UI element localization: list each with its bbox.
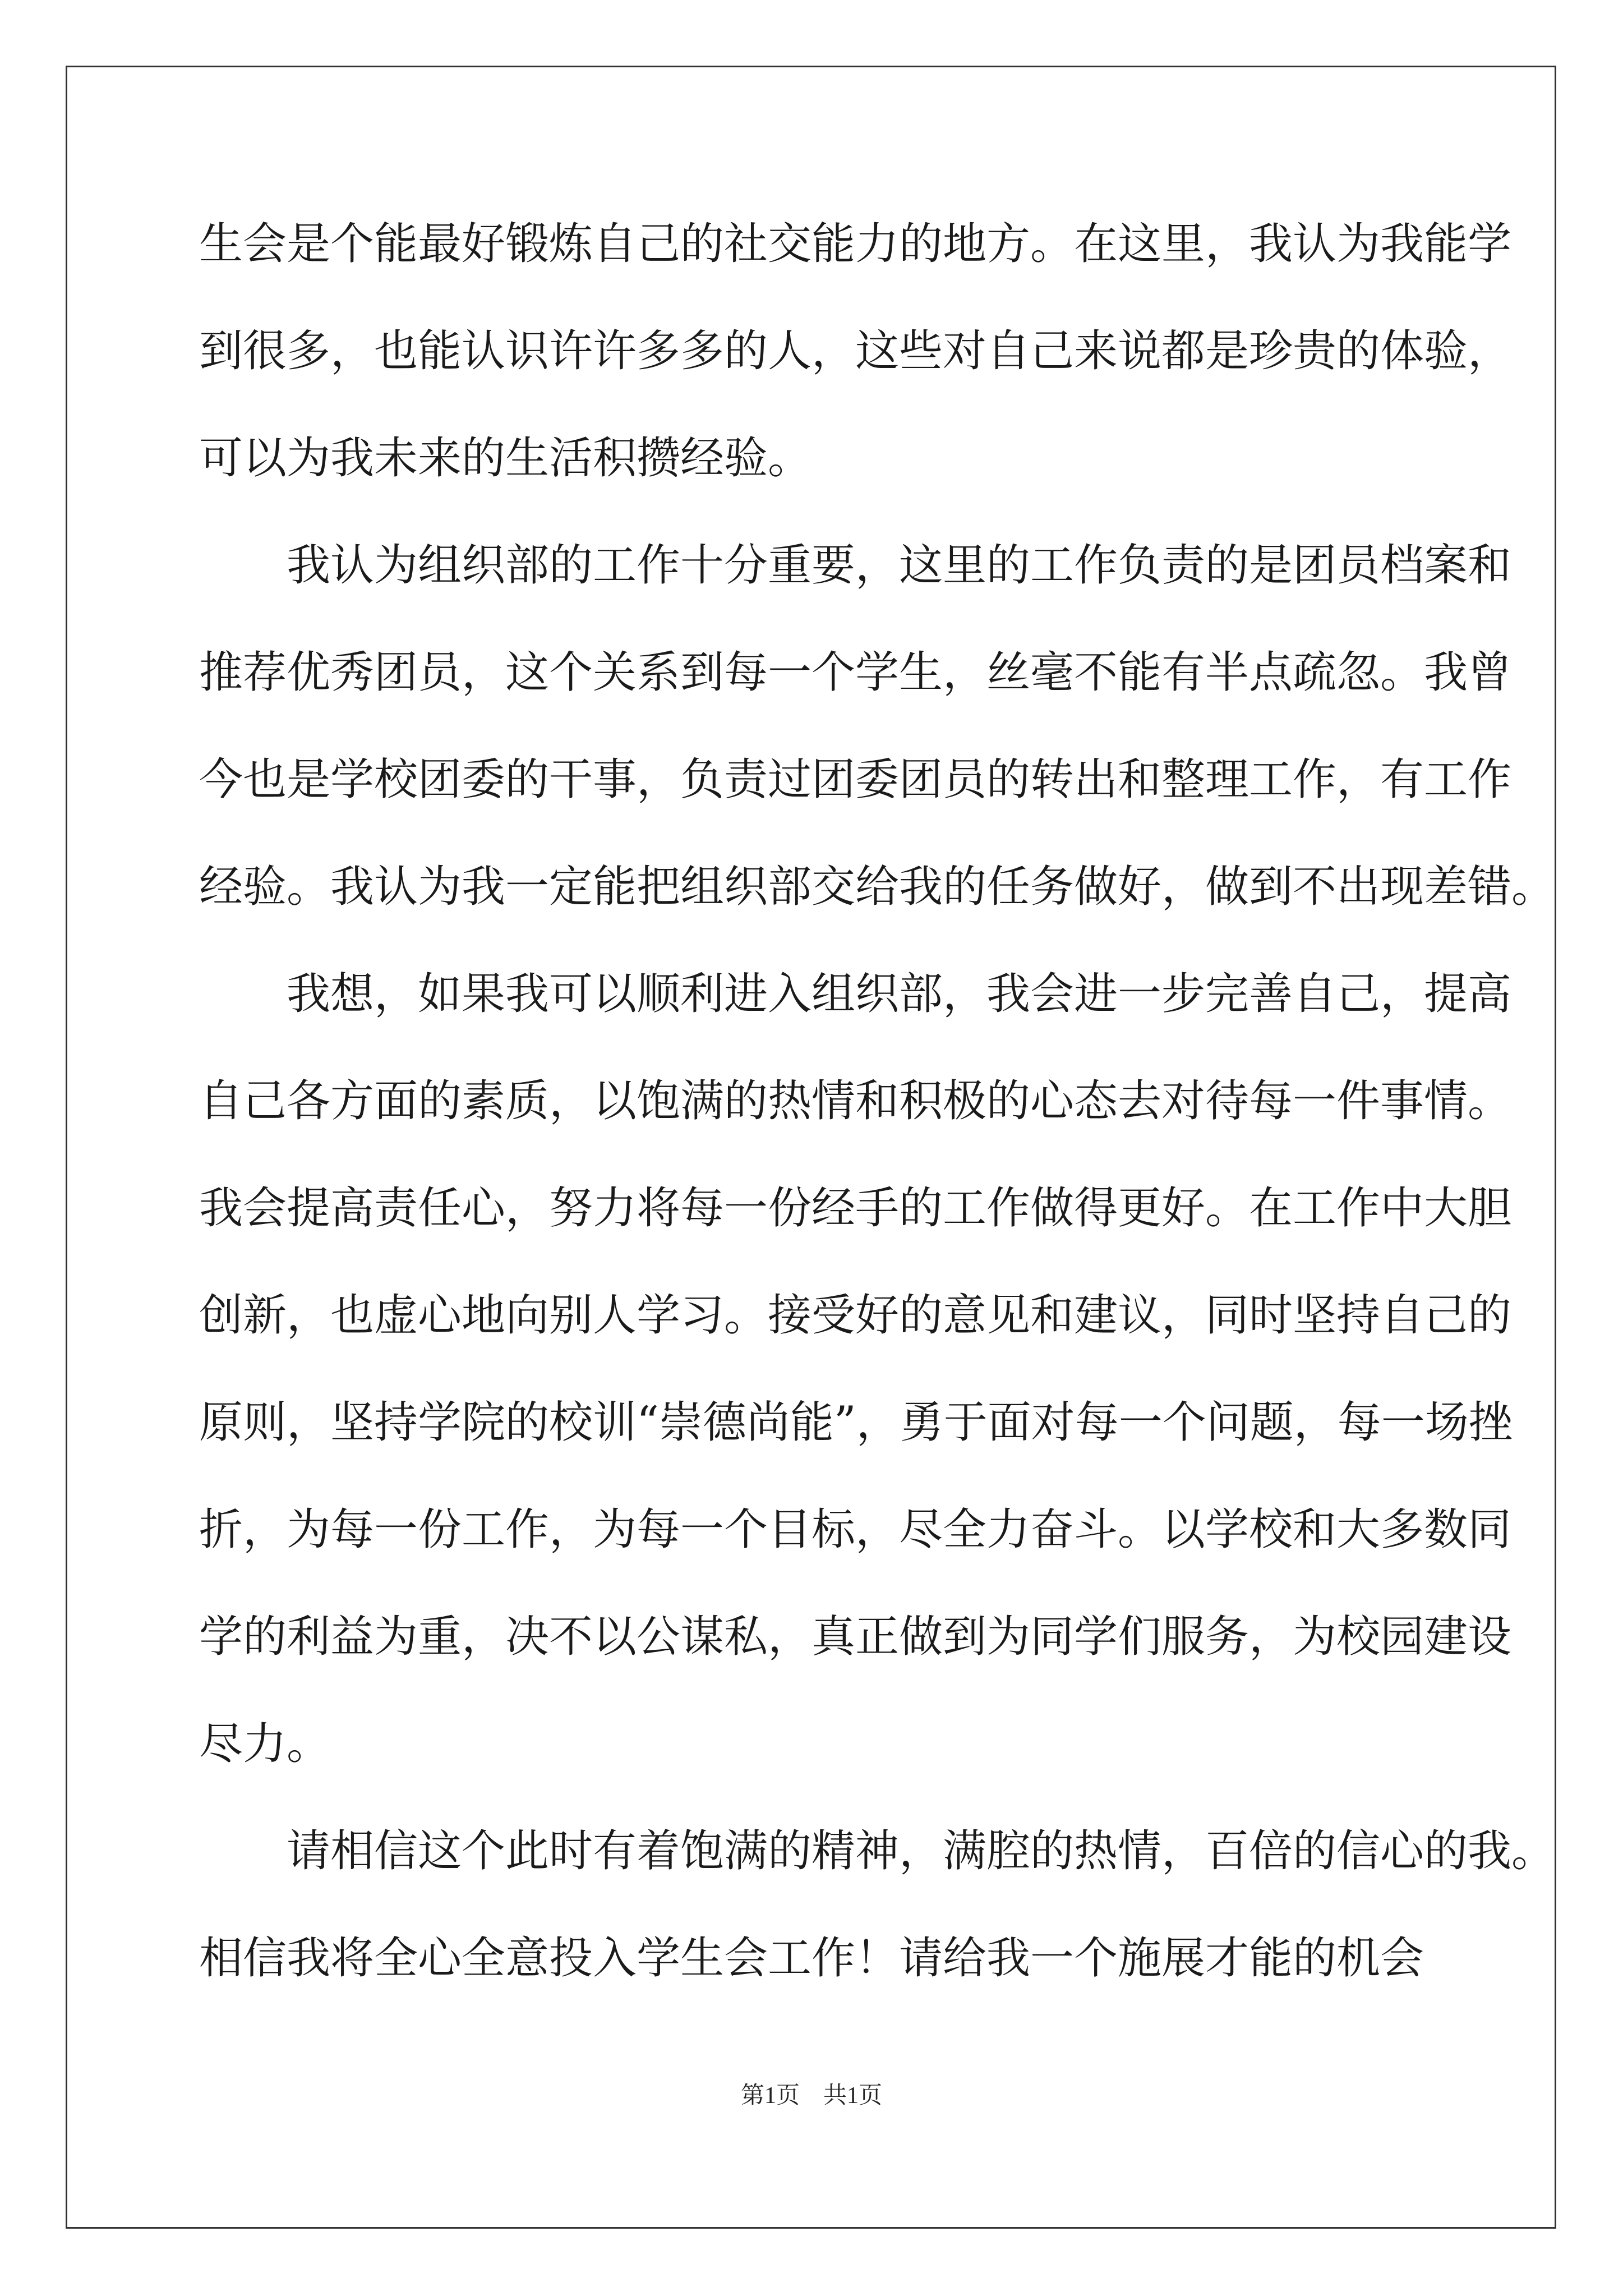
text-line: 请相信这个此时有着饱满的精神，满腔的热情，百倍的信心的我。 <box>199 1826 1556 1876</box>
text-line: 自己各方面的素质，以饱满的热情和积极的心态去对待每一件事情。 <box>199 1076 1512 1126</box>
page-number-footer: 第1页 共1页 <box>740 2083 882 2109</box>
text-line: 到很多，也能认识许许多多的人，这些对自己来说都是珍贵的体验， <box>199 326 1512 376</box>
text-line: 原则，坚持学院的校训“崇德尚能”，勇于面对每一个问题，每一场挫 <box>199 1397 1513 1448</box>
text-line: 推荐优秀团员，这个关系到每一个学生，丝毫不能有半点疏忽。我曾 <box>199 647 1512 698</box>
text-line: 学的利益为重，决不以公谋私，真正做到为同学们服务，为校园建设 <box>199 1612 1512 1662</box>
text-line: 经验。我认为我一定能把组织部交给我的任务做好，做到不出现差错。 <box>199 862 1556 912</box>
text-line: 我认为组织部的工作十分重要，这里的工作负责的是团员档案和 <box>199 540 1512 591</box>
text-line: 创新，也虚心地向别人学习。接受好的意见和建议，同时坚持自己的 <box>199 1290 1512 1341</box>
text-line: 我会提高责任心，努力将每一份经手的工作做得更好。在工作中大胆 <box>199 1183 1512 1234</box>
text-line: 我想，如果我可以顺利进入组织部，我会进一步完善自己，提高 <box>199 969 1512 1019</box>
text-line: 可以为我未来的生活积攒经验。 <box>199 433 812 484</box>
text-line: 折，为每一份工作，为每一个目标，尽全力奋斗。以学校和大多数同 <box>199 1504 1512 1555</box>
document-body <box>199 191 1556 2012</box>
text-line: 生会是个能最好锻炼自己的社交能力的地方。在这里，我认为我能学 <box>199 219 1512 269</box>
text-line: 相信我将全心全意投入学生会工作！请给我一个施展才能的机会 <box>199 1933 1424 1984</box>
text-line: 尽力。 <box>199 1719 331 1769</box>
text-line: 今也是学校团委的干事，负责过团委团员的转出和整理工作，有工作 <box>199 754 1512 805</box>
